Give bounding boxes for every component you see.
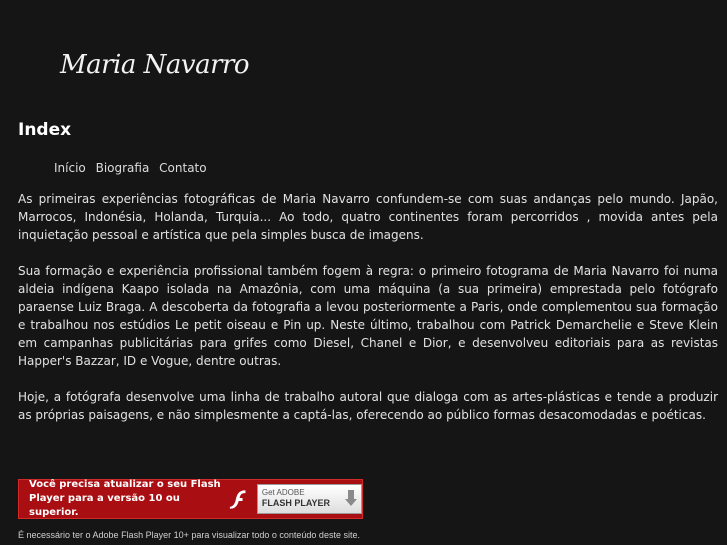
paragraph: As primeiras experiências fotográficas de Maria Navarro confundem-se com suas andanças pelo mundo. Japão, Marrocos, Indonésia, Holanda, Turquia... Ao todo, quatro continentes foram percorridos , movida antes pela inquietação pessoal e artística que pela simples busca de imagens. [18,192,718,242]
flash-upgrade-message: Você precisa atualizar o seu Flash Player para a versão 10 ou superior. [29,479,221,518]
paragraph: Sua formação e experiência profissional também fogem à regra: o primeiro fotograma de Maria Navarro foi numa aldeia indígena Kaapo isolada na Amazônia, com uma máquina (a sua primeira) emprestada pelo fotógrafo paraense Luiz Braga. A descoberta da fotografia a levou posteriormente a Paris, onde complementou sua formação e trabalhou nos estúdios Le petit oiseau e Pin up. Neste último, trabalhou com Patrick Demarchelie e Steve Klein em campanhas publicitárias para grifes como Diesel, Chanel e Dior, e desenvolveu editoriais para as revistas Happer's Bazzar, ID e Vogue, dentre outras. [18,264,718,368]
nav-link-inicio[interactable]: Início [54,161,86,175]
get-flash-label: Get ADOBE [261,488,305,497]
download-arrow-icon [344,488,358,510]
paragraph: Hoje, a fotógrafa desenvolve uma linha de trabalho autoral que dialoga com as artes-plásticas e tende a produzir as próprias paisagens, e não simplesmente a captá-las, oferecendo ao público formas desacomodadas e poéticas. [18,390,718,422]
flash-upgrade-banner[interactable] [18,479,363,519]
flash-requirement-notice: É necessário ter o Adobe Flash Player 10+ para visualizar todo o conteúdo deste site. [18,530,360,540]
main-nav [54,161,213,175]
biography-text [18,190,718,442]
site-logo[interactable] [60,40,260,90]
flash-player-label: FLASH PLAYER [261,498,331,508]
flash-logo-icon [226,486,251,512]
get-flash-player-button[interactable] [257,484,362,514]
nav-link-biografia[interactable]: Biografia [95,161,150,175]
page-title: Index [18,120,72,140]
nav-link-contato[interactable]: Contato [159,161,207,175]
logo-text: Maria Navarro [60,50,250,80]
